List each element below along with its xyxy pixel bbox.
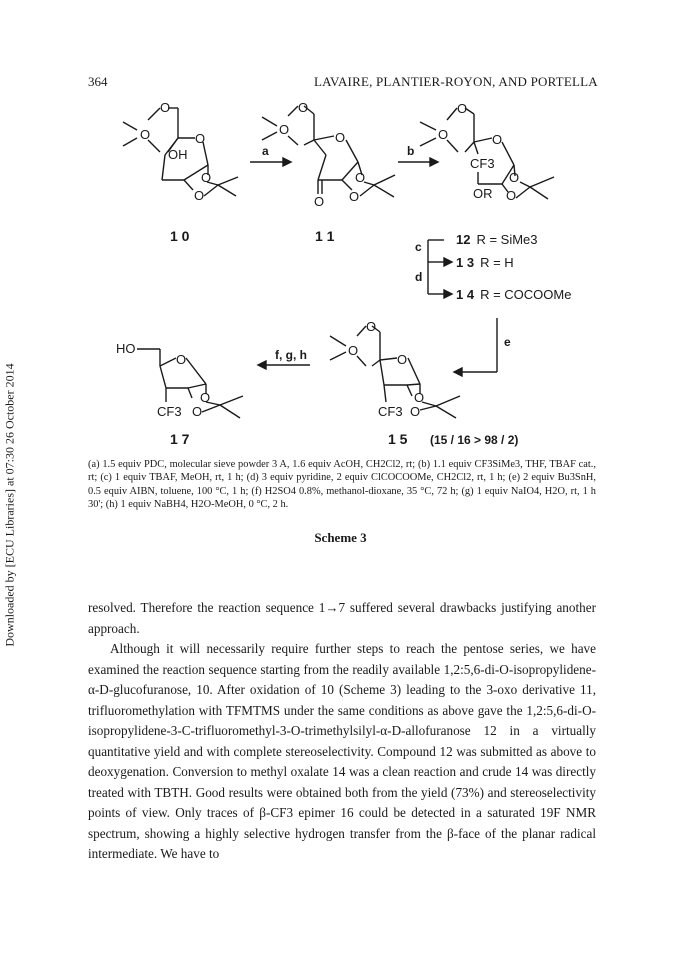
arrow-b <box>398 158 438 166</box>
arrow-a <box>250 158 291 166</box>
atom-o: O <box>349 189 360 204</box>
r-label-12-num: 12 <box>456 232 471 247</box>
r-label-14-num: 1 4 <box>456 287 475 302</box>
atom-o: O <box>397 352 408 367</box>
atom-o: O <box>314 194 325 209</box>
paragraph: resolved. Therefore the reaction sequence 1→7 suffered several drawbacks justifying another approach. <box>88 600 596 636</box>
atom-o: O <box>194 188 205 203</box>
atom-cf3: CF3 <box>157 404 182 419</box>
atom-o: O <box>355 170 366 185</box>
atom-o: O <box>335 130 346 145</box>
paragraph: Although it will necessarily require further steps to reach the pentose series, we have examined the reaction sequence starting from the readily available 1,2:5,6-di-O-isopropylidene-α-D-glucofuranose, 10. After oxidation of 10 (Scheme 3) leading to the 3-oxo derivative 11, trifluoromethylation with TFMTMS under the same conditions as above gave the 1,2:5,6-di-O-isopropylidene-3-C-trifluoromethyl-3-O-trimethylsilyl-α-D-allofuranose 12 in a virtually quantitative yield and with complete stereoselectivity. Compound 12 was submitted as above to deoxygenation. Conversion to methyl oxalate 14 was a clean reaction and crude 14 was directly treated with TBTH. Good results were obtained both from the yield (73%) and stereoselectivity points of view. Only traces of β-CF3 epimer 16 could be detected in a saturated 19F NMR spectrum, showing a highly selective hydrogen transfer from the β-face of the planar radical intermediate. We have to <box>88 641 596 861</box>
r-label-13-num: 1 3 <box>456 255 475 270</box>
scheme-3-figure <box>0 0 681 460</box>
atom-o: O <box>176 352 187 367</box>
atom-o: O <box>279 122 290 137</box>
compound-11-structure <box>262 106 395 197</box>
atom-o: O <box>195 131 206 146</box>
atom-cf3: CF3 <box>378 404 403 419</box>
atom-o: O <box>509 170 520 185</box>
r-label-13-text: R = H <box>480 255 514 270</box>
atom-o: O <box>438 127 449 142</box>
atom-cf3: CF3 <box>470 156 495 171</box>
step-label-a: a <box>262 144 269 158</box>
compound-17-structure <box>137 349 243 418</box>
arrow-e <box>454 318 497 376</box>
branch-arrows-c-d <box>428 240 452 298</box>
atom-ho: HO <box>116 341 136 356</box>
atom-o: O <box>160 100 171 115</box>
download-watermark-text: Downloaded by [ECU Libraries] at 07:30 26 October 2014 <box>2 363 17 647</box>
compound-number-10: 1 0 <box>170 228 190 244</box>
atom-o: O <box>414 390 425 405</box>
atom-o: O <box>192 404 203 419</box>
stereoselectivity-ratio: (15 / 16 > 98 / 2) <box>430 433 519 447</box>
atom-o: O <box>506 188 517 203</box>
atom-o: O <box>366 319 377 334</box>
compound-number-15: 1 5 <box>388 431 408 447</box>
r-label-14 <box>456 287 571 302</box>
r-label-14-text: R = COCOOMe <box>480 287 572 302</box>
step-label-b: b <box>407 144 415 158</box>
compound-number-11: 1 1 <box>315 228 335 244</box>
scheme-title: Scheme 3 <box>314 530 367 545</box>
step-label-e: e <box>504 335 511 349</box>
step-label-d: d <box>415 270 423 284</box>
step-label-c: c <box>415 240 422 254</box>
reaction-conditions: (a) 1.5 equiv PDC, molecular sieve powder 3 A, 1.6 equiv AcOH, CH2Cl2, rt; (b) 1.1 equiv CF3SiMe3, THF, TBAF cat., rt; (c) 1 equiv TBAF, MeOH, rt, 1 h; (d) 3 equiv pyridine, 2 equiv ClCOCOOMe, CH2Cl2, rt, 1 h; (e) 2 equiv Bu3SnH, 0.5 equiv AIBN, toluene, 100 °C, 1 h; (f) H2SO4 0.8%, methanol-dioxane, 35 °C, 72 h; (g) 1 equiv NaIO4, H2O, rt, 1 h 30'; (h) 1 equiv NaBH4, H2O-MeOH, 0 °C, 2 h. <box>88 459 596 511</box>
arrow-fgh <box>258 361 310 369</box>
r-label-13 <box>456 255 514 270</box>
page-number: 364 <box>88 74 108 89</box>
atom-o: O <box>140 127 151 142</box>
step-label-fgh: f, g, h <box>275 348 307 362</box>
atom-o: O <box>201 170 212 185</box>
atom-o: O <box>298 100 309 115</box>
atom-o: O <box>457 101 468 116</box>
running-header: LAVAIRE, PLANTIER-ROYON, AND PORTELLA <box>314 74 598 89</box>
r-label-12 <box>456 232 538 247</box>
atom-o: O <box>200 390 211 405</box>
atom-o: O <box>348 343 359 358</box>
atom-o: O <box>492 132 503 147</box>
r-label-12-text: R = SiMe3 <box>476 232 538 247</box>
body-text <box>88 598 596 865</box>
atom-o: O <box>410 404 421 419</box>
atom-or: OR <box>473 186 493 201</box>
compound-number-17: 1 7 <box>170 431 190 447</box>
atom-oh: OH <box>168 147 188 162</box>
